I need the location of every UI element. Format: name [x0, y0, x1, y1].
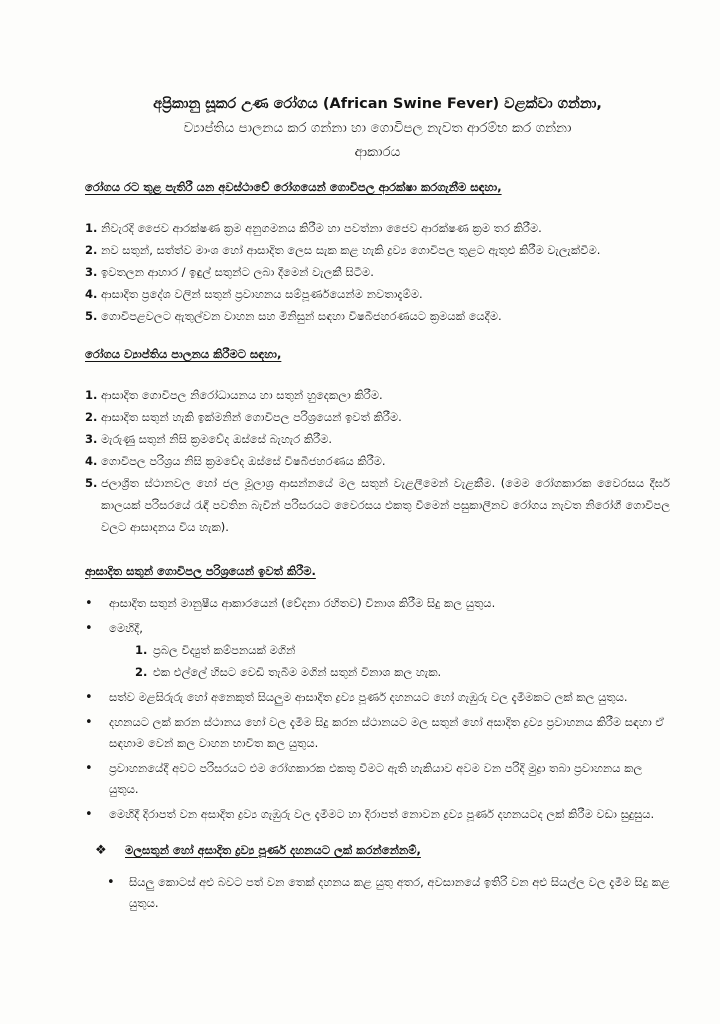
section3-list	[85, 593, 670, 825]
list-item	[85, 758, 670, 800]
bullet-icon: •	[85, 807, 93, 822]
item-text: ඉවතලන ආහාර / ඉඳුල් සතුන්ට ලබා දීමෙන් වැලකී සිටීම.	[101, 265, 374, 279]
list-item	[85, 384, 670, 406]
list-item	[85, 450, 670, 472]
item-number: 3.	[85, 265, 98, 279]
item-number: 1.	[85, 388, 98, 402]
list-item	[85, 305, 670, 327]
list-item	[85, 593, 670, 614]
diamond-bullet-icon: ❖	[95, 843, 107, 858]
item-text: ආසාදිත ප්‍රදේශ වලින් සතුන් ප්‍රවාහනය සම්පූර්ණයෙන්ම නවතාදැම්ම.	[101, 287, 423, 301]
bullet-icon: •	[85, 596, 93, 611]
list-item	[85, 406, 670, 428]
item-text: ජලාශ්‍රිත ස්ථානවල හෝ ජල මූලාශ්‍ර ආසන්නයේ මල සතුන් වැළලීමෙන් වැළකීම. (මෙම රෝගකාරක වෛරසය දීර්ඝ කාලයක් පරිසරයේ රැඳී පවතින බැවින් පරිසරයට වෛරසය එකතු වීමෙන් පසුකාලීනව රෝගය නැවත නිරෝගී ගොවිපල වලට ආසාදනය විය හැක).	[101, 476, 670, 534]
list-item	[107, 872, 670, 914]
list-item	[85, 618, 670, 683]
section1-heading: රෝගය රට තුළ පැතිරී යන අවස්ථාවේ රෝගයෙන් ගොවිපල ආරක්ෂා කරගැනීම සඳහා,	[85, 180, 502, 194]
document-title	[85, 0, 670, 164]
item-text: ප්‍රවාහනයේදී අවට පරිසරයට එම රෝගකාරක එකතු වීමට ඇති හැකියාව අවම වන පරිදි මුද්‍රා තබා ප්‍රවාහනය කල යුතුය.	[109, 761, 643, 796]
item-text: මෙහිදී දිරාපත් වන අසාදිත ද්‍රව්‍ය ගැඹුරු වල දැමීමට හා දිරාපත් නොවන ද්‍රව්‍ය පූර්ණ දහනයටද ලක් කිරීම වඩා සුදුසුය.	[109, 807, 655, 821]
item-number: 1.	[85, 221, 98, 235]
item-number: 5.	[85, 309, 98, 323]
item-text: මෙහිදී,	[109, 621, 143, 635]
item-number: 5.	[85, 476, 98, 490]
section3-heading: ආසාදිත සතුන් ගොවිපල පරිශ්‍රයෙන් ඉවත් කිරීම.	[85, 564, 316, 578]
sub-list	[135, 639, 670, 683]
list-item	[85, 217, 670, 239]
item-text: නව සතුන්, සත්ත්ව මාංශ හෝ ආසාදිත ලෙස සැක කළ හැකි ද්‍රව්‍ය ගොවිපල තුළට ඇතුළු කිරීම වැලැක්වීම.	[101, 243, 601, 257]
item-text: ගොවිපළවලට ඇතුල්වන වාහන සහ මිනිසුන් සඳහා විෂබීජහරණයට ක්‍රමයක් යෙදීම.	[101, 309, 502, 323]
bullet-icon: •	[85, 761, 93, 776]
bullet-icon: •	[107, 875, 115, 890]
section4-heading	[95, 843, 670, 858]
title-line-2: ව්‍යාප්තිය පාලනය කර ගන්නා හා ගොවිපල නැවත ආරම්භ කර ගන්නා	[183, 120, 572, 136]
item-text: ගොවිපල පරිශ්‍රය නිසි ක්‍රමවේද ඔස්සේ විෂබීජහරණය කිරීම.	[101, 454, 386, 468]
section1-list	[85, 217, 670, 327]
item-text: දහනයට ලක් කරන ස්ථානය හෝ වල දැමීම සිදු කරන ස්ථානයට මල සතුන් හෝ අසාදිත ද්‍රව්‍ය ප්‍රවාහනය කිරීම සඳහා ඒ සඳහාම වෙන් කල වාහන භාවිත කල යුතුය.	[109, 715, 664, 750]
list-item	[85, 687, 670, 708]
list-item	[85, 283, 670, 305]
list-item	[85, 472, 670, 538]
item-text: සියලු කොටස් අළු බවට පත් වන තෙක් දහනය කළ යුතු අතර, අවසානයේ ඉතිරි වන අළු සියල්ල වල දැමීම සිදු කළ යුතුය.	[129, 875, 670, 910]
bullet-icon: •	[85, 690, 93, 705]
item-text: මැරුණු සතුන් නිසි ක්‍රමවේද ඔස්සේ බැහැර කිරීම.	[101, 432, 333, 446]
item-number: 1.	[135, 643, 148, 657]
item-text: ආසාදිත සතුන් හැකි ඉක්මනින් ගොවිපල පරිශ්‍රයෙන් ඉවත් කිරීම.	[101, 410, 402, 424]
section4-heading-text: මලසතුන් හෝ අසාදිත ද්‍රව්‍ය පූර්ණ දහනයට ලක් කරන්නේනම්,	[125, 843, 421, 857]
list-item	[85, 239, 670, 261]
list-item	[85, 804, 670, 825]
item-number: 3.	[85, 432, 98, 446]
sub-list-item	[135, 639, 670, 661]
item-number: 2.	[85, 243, 98, 257]
item-number: 4.	[85, 454, 98, 468]
item-text: ප්‍රබල විද්‍යුත් කම්පනයක් මගින්	[153, 643, 296, 657]
list-item	[85, 428, 670, 450]
title-line-3: ආකාරය	[354, 144, 401, 160]
item-text: සත්ව මළසිරුරු හෝ අනෙකුත් සියලුම ආසාදිත ද්‍රව්‍ය පූර්ණ දහනයට හෝ ගැඹුරු වල දැමීමකට ලක් කල යුතුය.	[109, 690, 628, 704]
list-item	[85, 261, 670, 283]
item-number: 4.	[85, 287, 98, 301]
item-number: 2.	[135, 665, 148, 679]
item-text: ආසාදිත ගොවිපල නිරෝධායනය හා සතුන් හුදෙකලා කිරීම.	[101, 388, 383, 402]
item-text: එක එල්ලේ හිසට වෙඩි තැබීම මගින් සතුන් විනාශ කල හැක.	[153, 665, 442, 679]
bullet-icon: •	[85, 715, 93, 730]
sub-list-item	[135, 661, 670, 683]
bullet-icon: •	[85, 621, 93, 636]
item-text: නිවැරදි ජෛව ආරක්ෂණ ක්‍රම අනුගමනය කිරීම හා පවත්නා ජෛව ආරක්ෂණ ක්‍රම තර කිරීම.	[101, 221, 542, 235]
item-number: 2.	[85, 410, 98, 424]
section2-heading: රෝගය ව්‍යාප්තිය පාලනය කිරීමට සඳහා,	[85, 347, 282, 361]
section2-list	[85, 384, 670, 538]
list-item	[85, 712, 670, 754]
item-text: ආසාදිත සතුන් මානුෂීය ආකාරයෙන් (වේදනා රහිතව) විනාශ කිරීම සිදු කල යුතුය.	[109, 596, 496, 610]
title-line-1: අප්‍රිකානු සූකර උණ රෝගය (African Swine Fever) වළක්වා ගන්නා,	[153, 96, 602, 112]
